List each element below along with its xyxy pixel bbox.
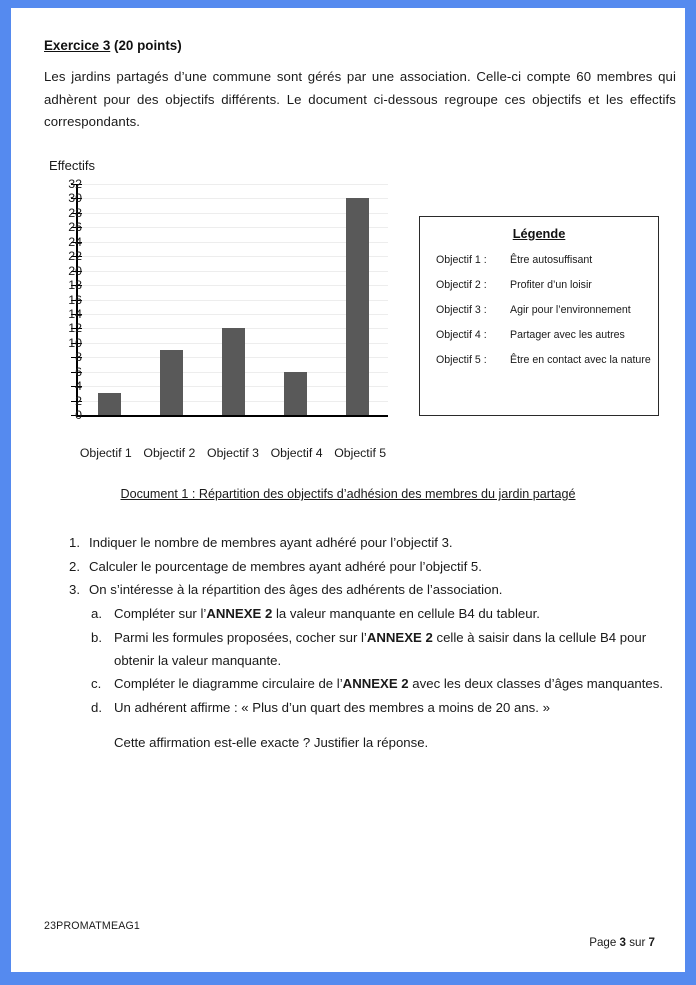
chart-y-tick-label: 4 xyxy=(75,378,82,393)
chart-y-tick-label: 18 xyxy=(68,277,82,292)
sub-c-part2: avec les deux classes d’âges manquantes. xyxy=(408,676,664,692)
chart-gridline xyxy=(78,213,388,214)
question-number: 2. xyxy=(69,558,80,574)
sub-question-b xyxy=(91,627,679,672)
chart-gridline xyxy=(78,300,388,301)
footer-page-number: 3 xyxy=(619,936,626,949)
legend-item xyxy=(420,329,658,341)
sub-a-annexe-ref: ANNEXE 2 xyxy=(206,606,273,622)
legend-item-key: Objectif 3 : xyxy=(436,304,487,316)
legend-item-value: Être autosuffisant xyxy=(510,254,593,266)
sub-b-part2: celle à saisir dans la cellule B4 pour obtenir la valeur manquante. xyxy=(114,629,647,668)
chart-x-axis-line xyxy=(76,415,388,417)
footer-page-total: 7 xyxy=(648,936,655,949)
bar-chart xyxy=(44,158,404,468)
legend-item-value: Partager avec les autres xyxy=(510,329,625,341)
document-caption xyxy=(11,487,685,501)
chart-gridline xyxy=(78,256,388,257)
chart-x-tick-label: Objectif 4 xyxy=(270,446,323,460)
chart-x-tick-label: Objectif 5 xyxy=(334,446,387,460)
sub-b-part1: Parmi les formules proposées, cocher sur l’ xyxy=(114,629,367,645)
sub-question-letter: b. xyxy=(91,629,102,645)
question-number: 3. xyxy=(69,582,80,598)
legend-item xyxy=(420,354,658,366)
sub-question-letter: d. xyxy=(91,699,102,715)
question-item-3 xyxy=(69,579,679,602)
footer-page-prefix: Page xyxy=(589,936,620,949)
sub-c-part1: Compléter le diagramme circulaire de l’ xyxy=(114,676,343,692)
exercise-points: (20 points) xyxy=(114,38,182,53)
chart-gridline xyxy=(78,227,388,228)
chart-gridline xyxy=(78,271,388,272)
chart-x-tick-label: Objectif 2 xyxy=(143,446,196,460)
sub-question-text xyxy=(114,673,679,696)
chart-y-tick-label: 26 xyxy=(68,220,82,235)
exercise-heading xyxy=(44,38,182,53)
chart-y-tick-label: 30 xyxy=(68,191,82,206)
sub-question-c xyxy=(91,673,679,696)
question-list xyxy=(69,532,679,755)
legend-item-key: Objectif 2 : xyxy=(436,279,487,291)
legend-item-value: Profiter d’un loisir xyxy=(510,279,592,291)
sub-question-d xyxy=(91,697,679,754)
sub-a-part1: Compléter sur l’ xyxy=(114,606,207,622)
chart-gridline xyxy=(78,242,388,243)
sub-question-text xyxy=(114,627,679,672)
document-sheet xyxy=(11,8,685,972)
chart-y-tick-label: 24 xyxy=(68,234,82,249)
chart-gridline xyxy=(78,184,388,185)
chart-gridline xyxy=(78,198,388,199)
sub-question-text xyxy=(114,603,679,626)
legend-item-value: Être en contact avec la nature xyxy=(510,354,651,366)
chart-y-tick-label: 10 xyxy=(68,335,82,350)
question-text: Indiquer le nombre de membres ayant adhéré pour l’objectif 3. xyxy=(89,535,453,550)
sub-a-part2: la valeur manquante en cellule B4 du tableur. xyxy=(272,606,540,622)
legend-rows xyxy=(420,254,658,366)
chart-plot-area xyxy=(44,176,396,442)
chart-x-tick-labels xyxy=(74,446,392,460)
exercise-intro-paragraph: Les jardins partagés d’une commune sont gérés par une association. Celle-ci compte 60 membres qui adhèrent pour des objectifs différents. Le document ci-dessous regroupe ces objectifs et les effectifs correspondants. xyxy=(44,69,676,130)
question-item-1 xyxy=(69,532,679,555)
exercise-title: Exercice 3 xyxy=(44,38,111,53)
chart-y-tick-label: 2 xyxy=(75,393,82,408)
chart-y-tick-label: 0 xyxy=(75,407,82,422)
chart-bar xyxy=(98,393,121,415)
sub-question-letter: a. xyxy=(91,606,102,622)
legend-item xyxy=(420,254,658,266)
question-text: On s’intéresse à la répartition des âges des adhérents de l’association. xyxy=(89,582,503,598)
chart-x-tick-label: Objectif 1 xyxy=(79,446,132,460)
legend-item-key: Objectif 4 : xyxy=(436,329,487,341)
legend-title: Légende xyxy=(512,226,566,241)
question-number: 1. xyxy=(69,535,80,550)
legend-item-value: Agir pour l’environnement xyxy=(510,304,631,316)
sub-b-annexe-ref: ANNEXE 2 xyxy=(366,629,433,645)
chart-bar xyxy=(346,198,369,415)
footer-page-indicator xyxy=(589,936,655,949)
sub-question-letter: c. xyxy=(91,676,102,692)
legend-item xyxy=(420,304,658,316)
chart-y-tick-label: 32 xyxy=(68,176,82,191)
sub-d-line2: Cette affirmation est-elle exacte ? Justifier la réponse. xyxy=(114,734,429,750)
legend-item-key: Objectif 5 : xyxy=(436,354,487,366)
chart-y-axis-label: Effectifs xyxy=(49,158,96,173)
question-item-2 xyxy=(69,556,679,579)
chart-y-tick-label: 14 xyxy=(68,306,82,321)
document-caption-text: Document 1 : Répartition des objectifs d’adhésion des membres du jardin partagé xyxy=(120,487,576,501)
chart-y-tick-label: 20 xyxy=(68,263,82,278)
chart-legend-box xyxy=(419,216,659,416)
sub-question-list xyxy=(91,603,679,754)
footer-page-middle: sur xyxy=(625,936,649,949)
chart-x-tick-label: Objectif 3 xyxy=(207,446,259,460)
chart-y-tick-label: 28 xyxy=(68,205,82,220)
question-text: Calculer le pourcentage de membres ayant adhéré pour l’objectif 5. xyxy=(89,558,482,574)
legend-item xyxy=(420,279,658,291)
footer-document-code: 23PROMATMEAG1 xyxy=(44,920,141,932)
chart-y-tick-label: 12 xyxy=(68,321,82,336)
chart-bar xyxy=(160,350,183,415)
chart-bar xyxy=(284,372,307,415)
sub-question-text xyxy=(114,697,679,754)
sub-d-line1: Un adhérent affirme : « Plus d’un quart des membres a moins de 20 ans. » xyxy=(114,699,550,715)
chart-y-tick-label: 6 xyxy=(75,364,82,379)
chart-gridline xyxy=(78,285,388,286)
sub-question-a xyxy=(91,603,679,626)
chart-y-tick-label: 22 xyxy=(68,248,82,263)
legend-item-key: Objectif 1 : xyxy=(436,254,487,266)
chart-bar xyxy=(222,328,245,415)
chart-y-tick-label: 8 xyxy=(75,350,82,365)
sub-c-annexe-ref: ANNEXE 2 xyxy=(342,676,409,692)
chart-gridline xyxy=(78,314,388,315)
chart-y-tick-label: 16 xyxy=(68,292,82,307)
